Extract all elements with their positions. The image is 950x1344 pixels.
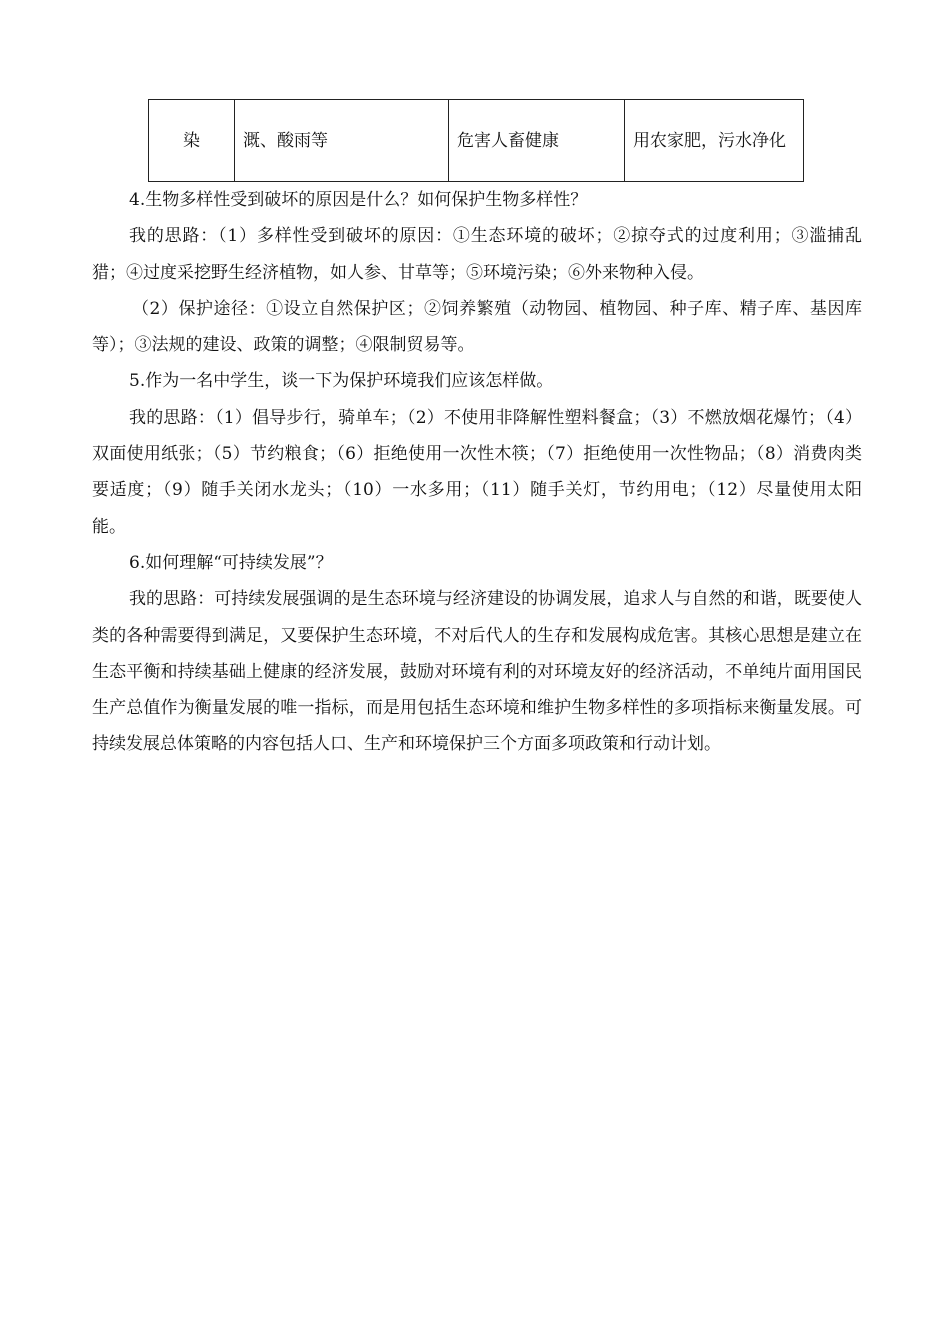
table-cell-harm: 危害人畜健康 xyxy=(449,100,625,182)
document-body xyxy=(92,182,862,763)
pollution-table xyxy=(148,99,804,182)
table-row xyxy=(149,100,804,182)
answer-4-causes: 我的思路：（1）多样性受到破坏的原因：①生态环境的破坏；②掠夺式的过度利用；③滥捕乱猎；④过度采挖野生经济植物，如人参、甘草等；⑤环境污染；⑥外来物种入侵。 xyxy=(92,226,862,283)
answer-5: 我的思路：（1）倡导步行，骑单车；（2）不使用非降解性塑料餐盒；（3）不燃放烟花爆竹；（4）双面使用纸张；（5）节约粮食；（6）拒绝使用一次性木筷；（7）拒绝使用一次性物品；（8）消费肉类要适度；（9）随手关闭水龙头；（10）一水多用；（11）随手关灯，节约用电；（12）尽量使用太阳能。 xyxy=(92,407,862,537)
question-4: 4.生物多样性受到破坏的原因是什么？如何保护生物多样性？ xyxy=(129,190,588,210)
answer-6: 我的思路：可持续发展强调的是生态环境与经济建设的协调发展，追求人与自然的和谐，既要使人类的各种需要得到满足，又要保护生态环境，不对后代人的生存和发展构成危害。其核心思想是建立在生态平衡和持续基础上健康的经济发展，鼓励对环境有利的对环境友好的经济活动，不单纯片面用国民生产总值作为衡量发展的唯一指标，而是用包括生态环境和维护生物多样性的多项指标来衡量发展。可持续发展总体策略的内容包括人口、生产和环境保护三个方面多项政策和行动计划。 xyxy=(92,589,862,755)
answer-4-protection: （2）保护途径：①设立自然保护区；②饲养繁殖（动物园、植物园、种子库、精子库、基因库等）；③法规的建设、政策的调整；④限制贸易等。 xyxy=(92,298,862,356)
table-cell-type: 染 xyxy=(149,100,235,182)
table-cell-cause: 溉、酸雨等 xyxy=(235,100,449,182)
table-cell-measure: 用农家肥，污水净化 xyxy=(625,100,804,182)
question-5: 5.作为一名中学生，谈一下为保护环境我们应该怎样做。 xyxy=(129,371,554,392)
question-6: 6.如何理解“可持续发展”？ xyxy=(129,552,333,573)
